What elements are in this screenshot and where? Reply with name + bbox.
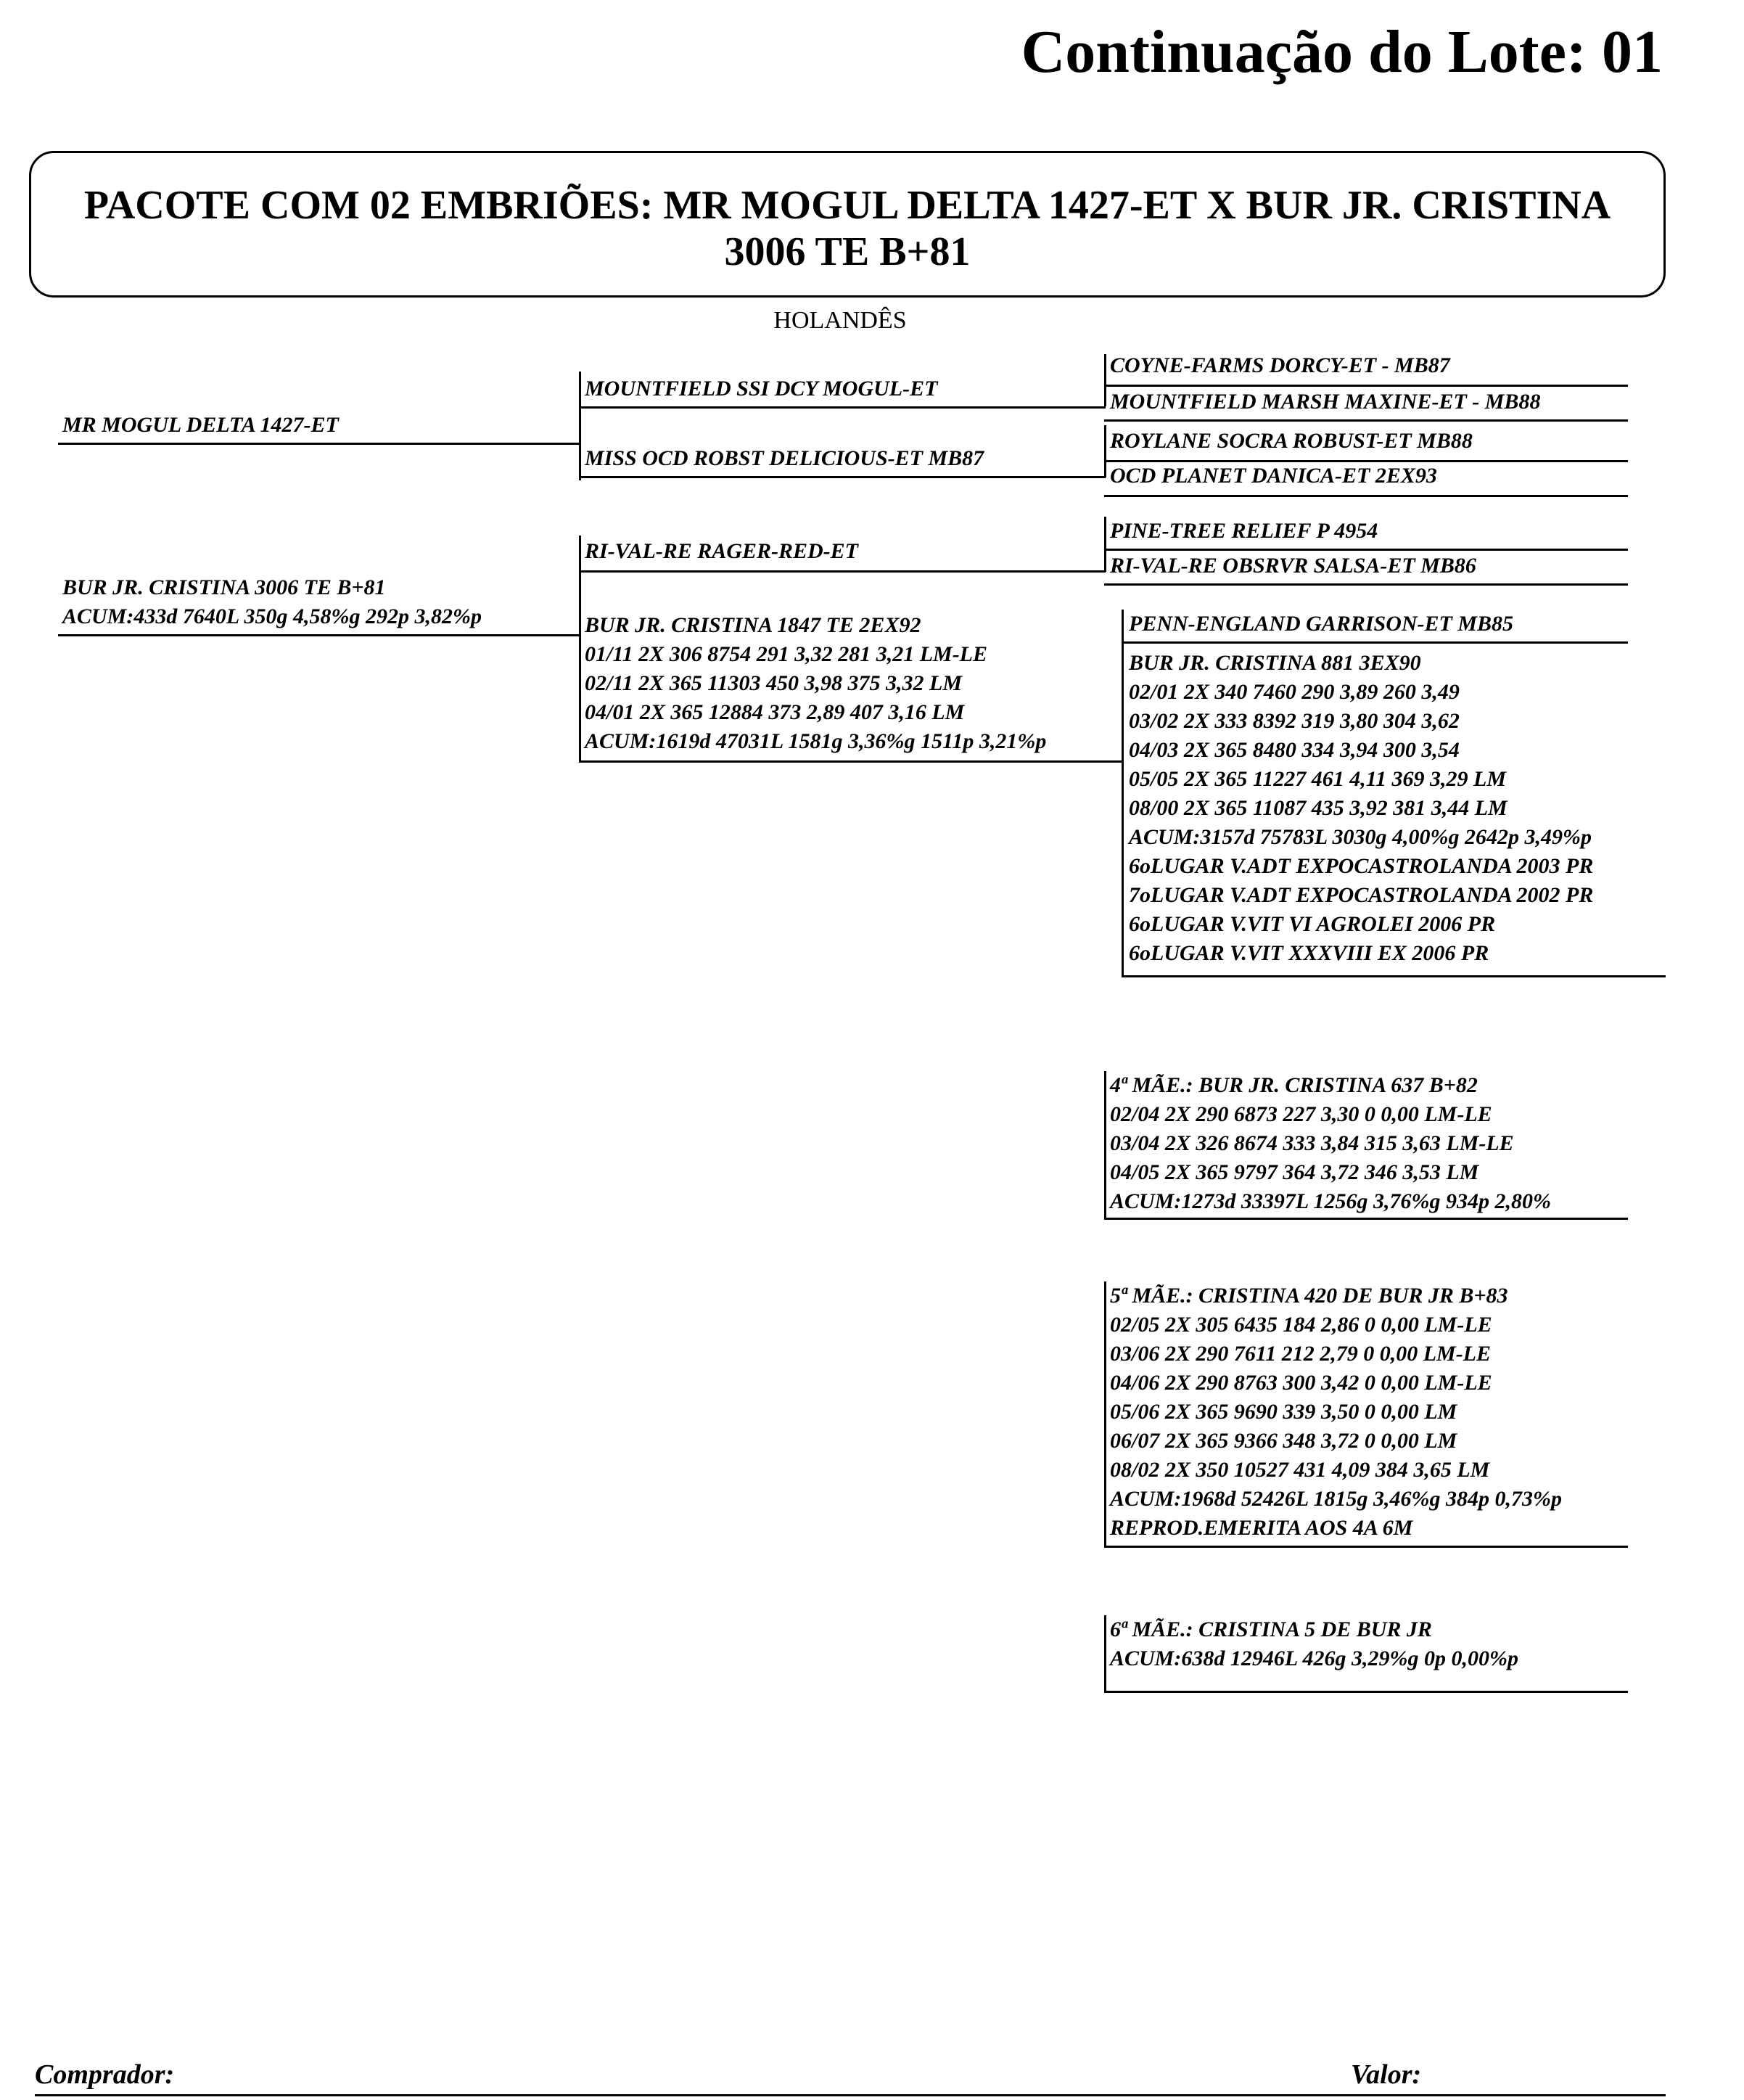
fifth-dam-bracket bbox=[1104, 1281, 1106, 1547]
dam-dam-bracket bbox=[1122, 610, 1124, 977]
sixth-dam-line-1: 6ª MÃE.: CRISTINA 5 DE BUR JR bbox=[1110, 1617, 1432, 1641]
ddd-line-8: 6oLUGAR V.ADT EXPOCASTROLANDA 2003 PR bbox=[1129, 854, 1594, 878]
dam-dam-line bbox=[579, 760, 1122, 763]
ddd-line-7: ACUM:3157d 75783L 3030g 4,00%g 2642p 3,49%p bbox=[1129, 825, 1592, 849]
sixth-dam-bracket bbox=[1104, 1615, 1106, 1692]
dam-sire-line bbox=[579, 570, 1106, 573]
fifth-dam-line-9: REPROD.EMERITA AOS 4A 6M bbox=[1110, 1516, 1413, 1540]
dam-sire-name: RI-VAL-RE RAGER-RED-ET bbox=[585, 539, 859, 563]
lot-title-line-2: 3006 TE B+81 bbox=[724, 229, 971, 274]
ddd-line-1: BUR JR. CRISTINA 881 3EX90 bbox=[1129, 651, 1421, 675]
ddd-line-2: 02/01 2X 340 7460 290 3,89 260 3,49 bbox=[1129, 680, 1460, 704]
fourth-dam-line bbox=[1104, 1218, 1628, 1220]
fourth-dam-line-2: 02/04 2X 290 6873 227 3,30 0 0,00 LM-LE bbox=[1110, 1102, 1492, 1126]
ddd-line-5: 05/05 2X 365 11227 461 4,11 369 3,29 LM bbox=[1129, 767, 1507, 791]
breed-label: HOLANDÊS bbox=[773, 307, 907, 334]
value-label: Valor: bbox=[1351, 2059, 1422, 2090]
dam-dam-line-5: ACUM:1619d 47031L 1581g 3,36%g 1511p 3,21%p bbox=[585, 729, 1047, 753]
fourth-dam-line-5: ACUM:1273d 33397L 1256g 3,76%g 934p 2,80% bbox=[1110, 1189, 1552, 1213]
dam-line bbox=[58, 634, 580, 636]
fifth-dam-line-7: 08/02 2X 350 10527 431 4,09 384 3,65 LM bbox=[1110, 1458, 1490, 1482]
ddd-line bbox=[1122, 975, 1666, 977]
dam-sire-bracket bbox=[1104, 517, 1106, 572]
dam-name: BUR JR. CRISTINA 3006 TE B+81 bbox=[62, 575, 386, 599]
dam-dam-line-1: BUR JR. CRISTINA 1847 TE 2EX92 bbox=[585, 613, 921, 637]
fifth-dam-line-3: 03/06 2X 290 7611 212 2,79 0 0,00 LM-LE bbox=[1110, 1342, 1492, 1366]
fourth-dam-line-4: 04/05 2X 365 9797 364 3,72 346 3,53 LM bbox=[1110, 1160, 1479, 1184]
fourth-dam-bracket bbox=[1104, 1071, 1106, 1219]
sdd-line bbox=[1104, 495, 1628, 497]
ddd-line-3: 03/02 2X 333 8392 319 3,80 304 3,62 bbox=[1129, 709, 1460, 733]
sire-dam-name: MISS OCD ROBST DELICIOUS-ET MB87 bbox=[585, 446, 984, 470]
dss-line bbox=[1104, 549, 1628, 551]
ddd-line-6: 08/00 2X 365 11087 435 3,92 381 3,44 LM bbox=[1129, 796, 1508, 820]
sire-bracket bbox=[579, 372, 581, 480]
footer-line bbox=[35, 2094, 1666, 2096]
sss-name: COYNE-FARMS DORCY-ET - MB87 bbox=[1110, 353, 1450, 377]
dam-acum: ACUM:433d 7640L 350g 4,58%g 292p 3,82%p bbox=[62, 604, 482, 628]
fifth-dam-line-1: 5ª MÃE.: CRISTINA 420 DE BUR JR B+83 bbox=[1110, 1284, 1508, 1308]
sixth-dam-line bbox=[1104, 1691, 1628, 1693]
sire-line bbox=[58, 443, 580, 445]
ddd-line-10: 6oLUGAR V.VIT VI AGROLEI 2006 PR bbox=[1129, 912, 1496, 936]
lot-title-line-1: PACOTE COM 02 EMBRIÕES: MR MOGUL DELTA 1427-ET X BUR JR. CRISTINA bbox=[83, 183, 1611, 228]
dds-line bbox=[1122, 641, 1628, 644]
sss-line bbox=[1104, 385, 1628, 387]
ssd-name: MOUNTFIELD MARSH MAXINE-ET - MB88 bbox=[1110, 390, 1541, 414]
ssd-line bbox=[1104, 419, 1628, 422]
dam-dam-line-4: 04/01 2X 365 12884 373 2,89 407 3,16 LM bbox=[585, 700, 965, 724]
sdd-name: OCD PLANET DANICA-ET 2EX93 bbox=[1110, 464, 1437, 488]
buyer-label: Comprador: bbox=[35, 2059, 175, 2090]
fourth-dam-line-1: 4ª MÃE.: BUR JR. CRISTINA 637 B+82 bbox=[1110, 1073, 1478, 1097]
lot-title-box bbox=[29, 151, 1666, 298]
sire-dam-line bbox=[579, 476, 1106, 478]
dsd-name: RI-VAL-RE OBSRVR SALSA-ET MB86 bbox=[1110, 554, 1476, 578]
fifth-dam-line-8: ACUM:1968d 52426L 1815g 3,46%g 384p 0,73%p bbox=[1110, 1487, 1563, 1511]
sire-name: MR MOGUL DELTA 1427-ET bbox=[62, 413, 339, 437]
dam-dam-line-2: 01/11 2X 306 8754 291 3,32 281 3,21 LM-LE bbox=[585, 642, 988, 666]
fifth-dam-line-6: 06/07 2X 365 9366 348 3,72 0 0,00 LM bbox=[1110, 1429, 1457, 1453]
fifth-dam-line-5: 05/06 2X 365 9690 339 3,50 0 0,00 LM bbox=[1110, 1400, 1457, 1424]
dam-dam-line-3: 02/11 2X 365 11303 450 3,98 375 3,32 LM bbox=[585, 671, 963, 695]
dds-name: PENN-ENGLAND GARRISON-ET MB85 bbox=[1129, 612, 1514, 636]
ddd-line-11: 6oLUGAR V.VIT XXXVIII EX 2006 PR bbox=[1129, 941, 1489, 965]
fourth-dam-line-3: 03/04 2X 326 8674 333 3,84 315 3,63 LM-LE bbox=[1110, 1131, 1514, 1155]
sixth-dam-line-2: ACUM:638d 12946L 426g 3,29%g 0p 0,00%p bbox=[1110, 1646, 1519, 1670]
fifth-dam-line bbox=[1104, 1546, 1628, 1548]
ddd-line-4: 04/03 2X 365 8480 334 3,94 300 3,54 bbox=[1129, 738, 1460, 762]
dss-name: PINE-TREE RELIEF P 4954 bbox=[1110, 519, 1378, 543]
lot-title bbox=[31, 182, 1663, 275]
sds-name: ROYLANE SOCRA ROBUST-ET MB88 bbox=[1110, 429, 1473, 453]
sire-sire-name: MOUNTFIELD SSI DCY MOGUL-ET bbox=[585, 377, 938, 401]
ddd-line-9: 7oLUGAR V.ADT EXPOCASTROLANDA 2002 PR bbox=[1129, 883, 1594, 907]
dam-bracket bbox=[579, 536, 581, 762]
sire-sire-bracket bbox=[1104, 354, 1106, 406]
sire-dam-bracket bbox=[1104, 425, 1106, 477]
fifth-dam-line-2: 02/05 2X 305 6435 184 2,86 0 0,00 LM-LE bbox=[1110, 1313, 1492, 1337]
dsd-line bbox=[1104, 583, 1628, 586]
page-title: Continuação do Lote: 01 bbox=[1021, 18, 1663, 86]
fifth-dam-line-4: 04/06 2X 290 8763 300 3,42 0 0,00 LM-LE bbox=[1110, 1371, 1492, 1395]
sire-sire-line bbox=[579, 406, 1106, 409]
